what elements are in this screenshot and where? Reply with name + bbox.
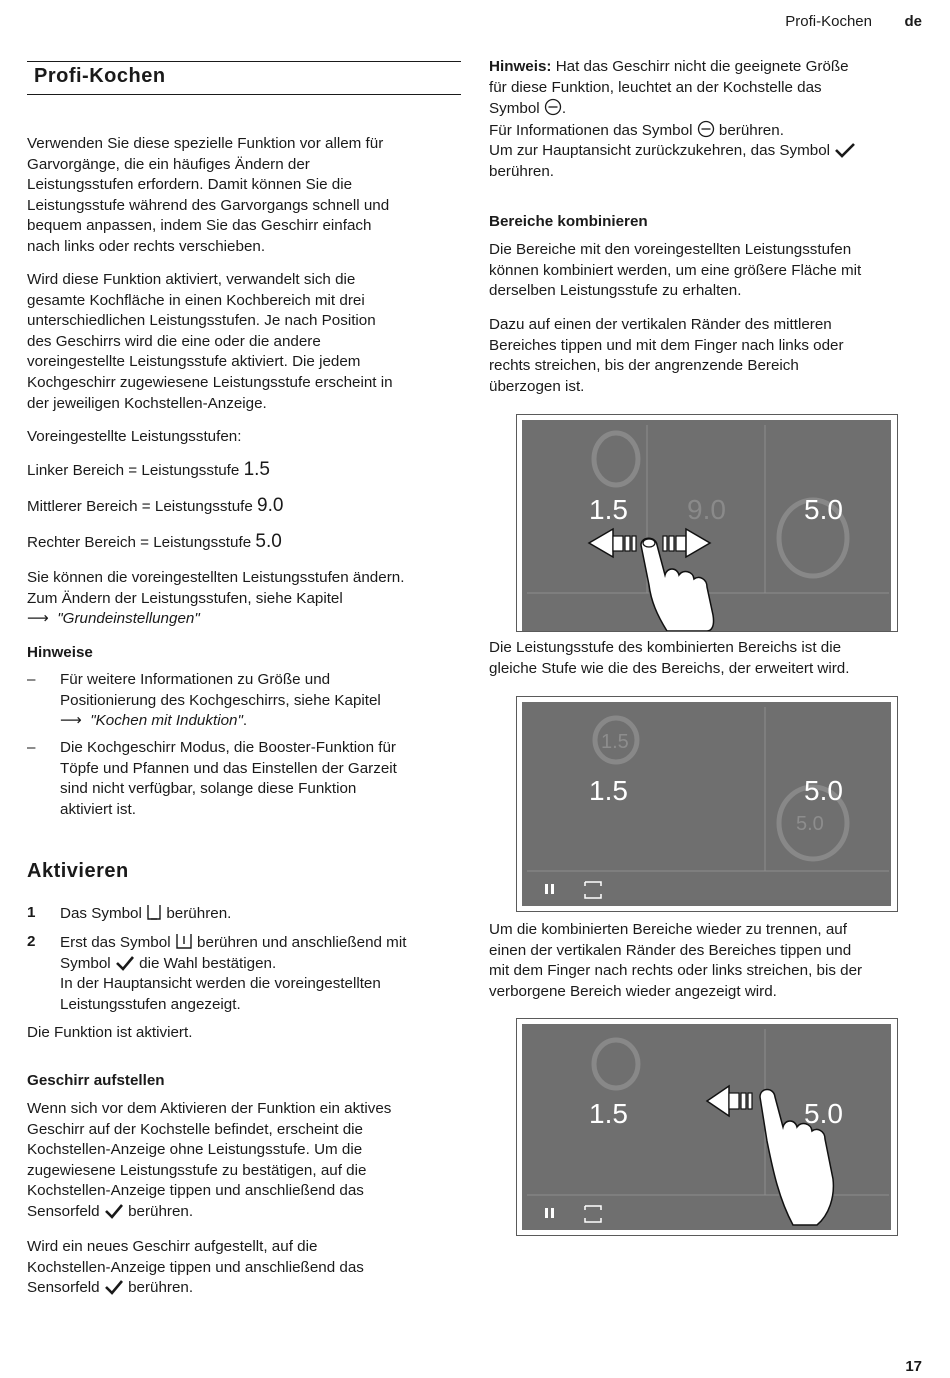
preset-right: Rechter Bereich = Leistungsstufe 5.0	[27, 531, 282, 552]
reference-kochen-mit-induktion[interactable]: "Kochen mit Induktion"	[90, 712, 243, 730]
setup-heading: Geschirr aufstellen	[27, 1072, 165, 1089]
unsuitable-cookware-icon	[544, 98, 562, 116]
hint-paragraph: Hinweis: Hat das Geschirr nicht die geeignete Größe für diese Funktion, leuchtet an der Kochstelle das Symbol . Für Informationen das Symbol berühren. Um zur Hauptansicht zurückzukehren, das Symbol berühren.	[489, 57, 921, 183]
setup-paragraph-1: Wenn sich vor dem Aktivieren der Funktion ein aktives Geschirr auf der Kochstelle befindet, erscheint die Kochstellen-Anzeige ohne Leistungsstufe. Um die zugewiesene Leistungsstufe zu bestätigen, auf die Kochstellen-Anzeige tippen und anschließend das Sensorfeld berühren.	[27, 1100, 392, 1220]
checkmark-icon	[104, 1279, 124, 1295]
notes-title: Hinweise	[27, 644, 93, 661]
setup-paragraph-2: Wird ein neues Geschirr aufgestellt, auf die Kochstellen-Anzeige tippen und anschließend das Sensorfeld berühren.	[27, 1238, 364, 1297]
profi-cooking-icon	[146, 903, 162, 921]
change-paragraph: Sie können die voreingestellten Leistungsstufen ändern. Zum Ändern der Leistungsstufen, siehe Kapitel ⟶ "Grundeinstellungen"	[27, 569, 405, 628]
hint-label: Hinweis:	[489, 58, 552, 75]
checkmark-icon	[834, 142, 856, 158]
function-select-icon	[175, 932, 193, 950]
zone-right-level: 5.0	[804, 775, 843, 806]
checkmark-icon	[104, 1203, 124, 1219]
intro-paragraph-2: Wird diese Funktion aktiviert, verwandelt sich die gesamte Kochfläche in einen Kochbereich mit drei unterschiedlichen Leistungsstufen. Je nach Position des Geschirrs wird die eine oder die andere voreingestellte Leistungsstufe aktiviert. Die jedem Kochgeschirr zugewiesene Leistungsstufe erscheint in der jeweiligen Kochstellen-Anzeige.	[27, 271, 393, 412]
combine-paragraph-1: Die Bereiche mit den voreingestellten Leistungsstufen können kombiniert werden, um eine größere Fläche mit derselben Leistungsstufe zu erhalten.	[489, 241, 862, 300]
result-paragraph: Die Leistungsstufe des kombinierten Bereichs ist die gleiche Stufe wie die des Bereichs, der erweitert wird.	[489, 639, 850, 677]
page-header	[0, 12, 950, 34]
step-1: 1 Das Symbol berühren.	[27, 904, 232, 922]
zone-right-small-level: 5.0	[796, 813, 824, 835]
note-item-1: – Für weitere Informationen zu Größe und Positionierung des Kochgeschirrs, siehe Kapitel ⟶ "Kochen mit Induktion".	[27, 671, 381, 730]
zone-right-level: 5.0	[804, 1098, 843, 1129]
activate-heading: Aktivieren	[27, 860, 129, 882]
combine-heading: Bereiche kombinieren	[489, 213, 648, 230]
section-title: Profi-Kochen	[34, 65, 166, 87]
reference-grundeinstellungen[interactable]: "Grundeinstellungen"	[57, 610, 200, 628]
preset-middle-value: 9.0	[257, 495, 284, 516]
ring-level: 1.5	[601, 731, 629, 753]
zone-left-level: 1.5	[589, 775, 628, 806]
preset-label: Voreingestellte Leistungsstufen:	[27, 428, 242, 445]
page-number: 17	[905, 1358, 922, 1375]
info-cookware-icon	[697, 120, 715, 138]
section-title-box	[27, 61, 461, 95]
preset-left-value: 1.5	[243, 459, 270, 480]
preset-right-value: 5.0	[255, 531, 282, 552]
note-item-2: – Die Kochgeschirr Modus, die Booster-Funktion für Töpfe und Pfannen und das Einstellen der Garzeit sind nicht verfügbar, solange diese Funktion aktiviert ist.	[27, 739, 397, 818]
figure-combine-zones	[516, 414, 898, 632]
figure-combined-result	[516, 696, 898, 912]
function-active-text: Die Funktion ist aktiviert.	[27, 1024, 193, 1041]
step-2: 2 Erst das Symbol berühren und anschließend mit Symbol die Wahl bestätigen. In der Hauptansicht werden die voreingestellten Leistungsstufen angezeigt.	[27, 933, 407, 1013]
arrow-glyph: ⟶	[27, 610, 49, 628]
zone-left-level: 1.5	[589, 494, 628, 525]
separate-paragraph: Um die kombinierten Bereiche wieder zu trennen, auf einen der vertikalen Ränder des Bereiches tippen und mit dem Finger nach rechts oder links streichen, bis der verborgene Bereich wieder angezeigt wird.	[489, 921, 863, 1000]
zone-left-level: 1.5	[589, 1098, 628, 1129]
preset-middle: Mittlerer Bereich = Leistungsstufe 9.0	[27, 495, 284, 516]
header-language: de	[904, 13, 922, 30]
intro-paragraph-1: Verwenden Sie diese spezielle Funktion vor allem für Garvorgänge, die ein häufiges Ändern der Leistungsstufen erfordern. Damit können Sie die Leistungsstufe während des Garvorgangs schnell und bequem anpassen, indem Sie das Geschirr einfach nach links oder rechts verschieben.	[27, 135, 390, 255]
combine-paragraph-2: Dazu auf einen der vertikalen Ränder des mittleren Bereiches tippen und mit dem Finger nach links oder rechts streichen, bis der angrenzende Bereich überzogen ist.	[489, 316, 844, 395]
header-title: Profi-Kochen	[785, 13, 872, 30]
zone-middle-level: 9.0	[687, 494, 726, 525]
figure-separate-zones	[516, 1018, 898, 1236]
checkmark-icon	[115, 955, 135, 971]
preset-left: Linker Bereich = Leistungsstufe 1.5	[27, 459, 270, 480]
zone-right-level: 5.0	[804, 494, 843, 525]
